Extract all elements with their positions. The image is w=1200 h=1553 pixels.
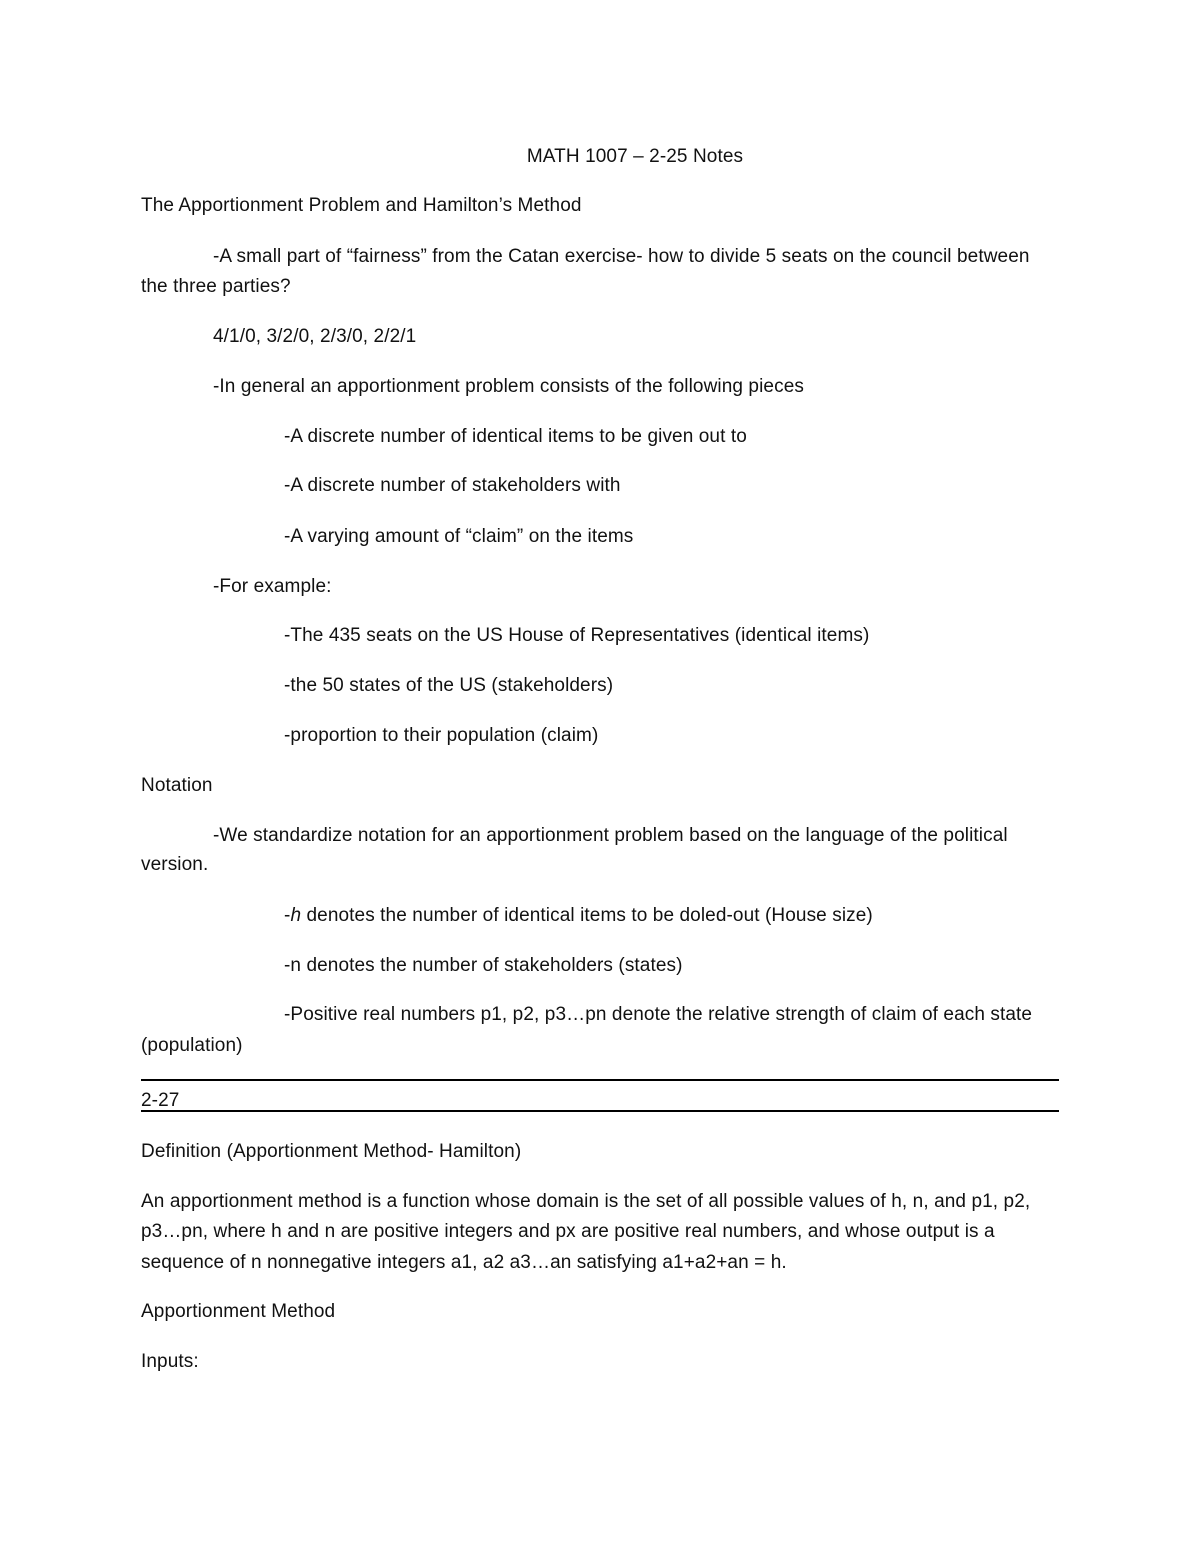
definition-heading: Definition (Apportionment Method- Hamilton): [141, 1141, 522, 1162]
piece-item: -A varying amount of “claim” on the items: [284, 526, 634, 547]
definition-line-1: An apportionment method is a function whose domain is the set of all possible values of h, n, and p1, p2,: [141, 1191, 1031, 1212]
divider-top: [141, 1079, 1059, 1081]
example-item: -proportion to their population (claim): [284, 725, 599, 746]
piece-item: -A discrete number of stakeholders with: [284, 475, 621, 496]
example-heading: -For example:: [213, 576, 332, 597]
inputs-label: Inputs:: [141, 1351, 199, 1372]
notation-intro-line-1: -We standardize notation for an apportionment problem based on the language of the political: [213, 825, 1008, 846]
definition-line-2: p3…pn, where h and n are positive integers and px are positive real numbers, and whose output is a: [141, 1221, 995, 1242]
divider-bottom: [141, 1110, 1059, 1112]
page-title: MATH 1007 – 2-25 Notes: [526, 146, 744, 167]
general-statement: -In general an apportionment problem consists of the following pieces: [213, 376, 804, 397]
seat-splits: 4/1/0, 3/2/0, 2/3/0, 2/2/1: [213, 326, 417, 347]
piece-item: -A discrete number of identical items to be given out to: [284, 426, 747, 447]
date-label: 2-27: [141, 1090, 180, 1111]
notation-n: -n denotes the number of stakeholders (states): [284, 955, 683, 976]
notation-heading: Notation: [141, 775, 213, 796]
notation-h-text: denotes the number of identical items to be doled-out (House size): [301, 905, 873, 926]
notation-p-line-2: (population): [141, 1035, 243, 1056]
section-heading: The Apportionment Problem and Hamilton’s Method: [141, 195, 582, 216]
notation-h-dash: -: [284, 905, 291, 926]
notation-h: [284, 904, 873, 928]
intro-line-2: the three parties?: [141, 276, 291, 297]
example-item: -the 50 states of the US (stakeholders): [284, 675, 614, 696]
notation-intro-line-2: version.: [141, 854, 209, 875]
intro-line-1: -A small part of “fairness” from the Catan exercise- how to divide 5 seats on the council between: [213, 246, 1030, 267]
notation-h-variable: h: [290, 905, 302, 926]
method-heading: Apportionment Method: [141, 1301, 336, 1322]
example-item: -The 435 seats on the US House of Representatives (identical items): [284, 625, 870, 646]
notation-p-line-1: -Positive real numbers p1, p2, p3…pn denote the relative strength of claim of each state: [284, 1004, 1033, 1025]
definition-line-3: sequence of n nonnegative integers a1, a2 a3…an satisfying a1+a2+an = h.: [141, 1252, 787, 1273]
